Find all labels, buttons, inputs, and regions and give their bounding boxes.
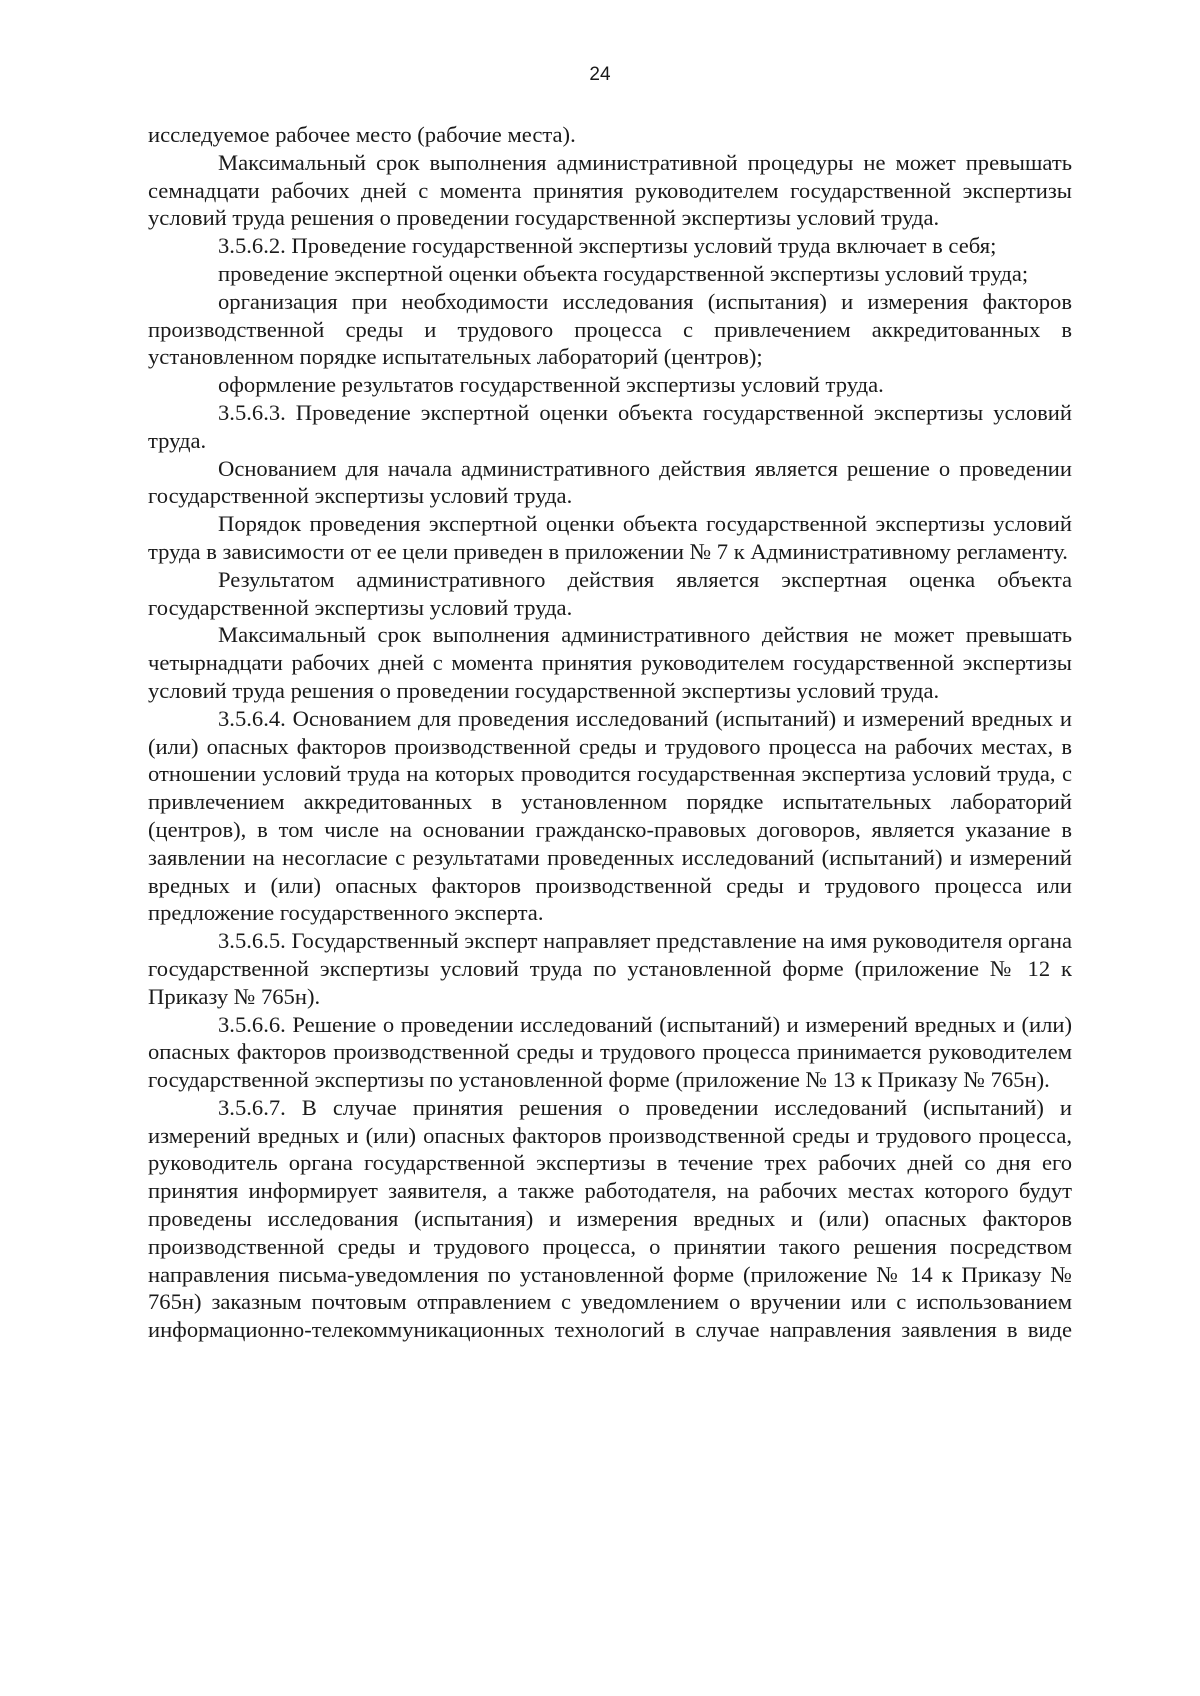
- paragraph-3-5-6-4: 3.5.6.4. Основанием для проведения исследований (испытаний) и измерений вредных и (или) опасных факторов производственной среды и трудового процесса на рабочих местах, в отношении условий труда на которых проводится государственная экспертиза условий труда, с привлечением аккредитованных в установленном порядке испытательных лабораторий (центров), в том числе на основании гражданско-правовых договоров, является указание в заявлении на несогласие с результатами проведенных исследований (испытаний) и измерений вредных и (или) опасных факторов производственной среды и трудового процесса или предложение государственного эксперта.: [148, 705, 1072, 926]
- page-number: 24: [589, 64, 611, 85]
- paragraph-3-5-6-3: 3.5.6.3. Проведение экспертной оценки объекта государственной экспертизы условий труда.: [148, 399, 1072, 453]
- paragraph-max-term-action: Максимальный срок выполнения административного действия не может превышать четырнадцати рабочих дней с момента принятия руководителем государственной экспертизы условий труда решения о проведении государственной экспертизы условий труда.: [148, 622, 1072, 703]
- list-item-organization-research: организация при необходимости исследования (испытания) и измерения факторов производственной среды и трудового процесса с привлечением аккредитованных в установленном порядке испытательных лабораторий (центров);: [148, 288, 1072, 370]
- paragraph-3-5-6-7: 3.5.6.7. В случае принятия решения о проведении исследований (испытаний) и измерений вредных и (или) опасных факторов производственной среды и трудового процесса, руководитель органа государственной экспертизы в течение трех рабочих дней со дня его принятия информирует заявителя, а также работодателя, на рабочих местах которого будут проведены исследования (испытания) и измерения вредных и (или) опасных факторов производственной среды и трудового процесса, о принятии такого решения посредством направления письма-уведомления по установленной форме (приложение № 14 к Приказу № 765н) заказным почтовым отправлением с уведомлением о вручении или с использованием информационно-телекоммуникационных технологий в случае направления заявления в виде: [148, 1094, 1072, 1343]
- paragraph-basis-for-action: Основанием для начала административного действия является решение о проведении государственной экспертизы условий труда.: [148, 455, 1072, 509]
- document-body: [148, 121, 1072, 1344]
- list-item-expert-assessment: проведение экспертной оценки объекта государственной экспертизы условий труда;: [218, 260, 1029, 286]
- paragraph-3-5-6-6: 3.5.6.6. Решение о проведении исследований (испытаний) и измерений вредных и (или) опасных факторов производственной среды и трудового процесса принимается руководителем государственной экспертизы по установленной форме (приложение № 13 к Приказу № 765н).: [148, 1011, 1072, 1093]
- paragraph-max-term-procedure: Максимальный срок выполнения административной процедуры не может превышать семнадцати рабочих дней с момента принятия руководителем государственной экспертизы условий труда решения о проведении государственной экспертизы условий труда.: [148, 149, 1072, 231]
- paragraph-continuation: исследуемое рабочее место (рабочие места).: [148, 122, 576, 147]
- paragraph-3-5-6-5: 3.5.6.5. Государственный эксперт направляет представление на имя руководителя органа государственной экспертизы условий труда по установленной форме (приложение № 12 к Приказу № 765н).: [148, 928, 1072, 1009]
- paragraph-3-5-6-2: 3.5.6.2. Проведение государственной экспертизы условий труда включает в себя;: [218, 233, 997, 259]
- paragraph-assessment-procedure: Порядок проведения экспертной оценки объекта государственной экспертизы условий труда в зависимости от ее цели приведен в приложении № 7 к Административному регламенту.: [148, 511, 1072, 564]
- paragraph-action-result: Результатом административного действия является экспертная оценка объекта государственной экспертизы условий труда.: [148, 566, 1072, 620]
- list-item-results-registration: оформление результатов государственной экспертизы условий труда.: [218, 372, 884, 398]
